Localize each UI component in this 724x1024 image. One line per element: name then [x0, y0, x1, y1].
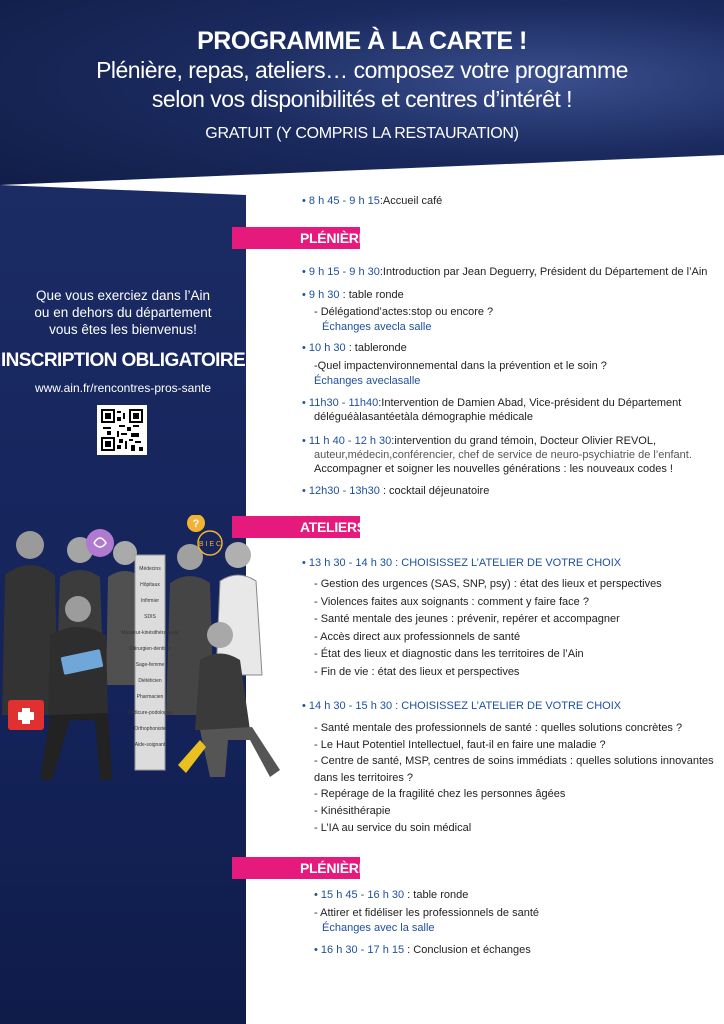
welcome-line-3: vous êtes les bienvenus!: [49, 322, 197, 337]
atelier-item: - Repérage de la fragilité chez les personnes âgées: [314, 788, 566, 801]
section-title: PLÉNIÈRE: [300, 230, 368, 246]
subtitle-line-1: Plénière, repas, ateliers… composez votre programme: [96, 57, 628, 83]
intro-row: • 9 h 15 - 9 h 30:Introduction par Jean Deguerry, Président du Département de l’Ain: [302, 266, 708, 278]
atelier-item: - Le Haut Potentiel Intellectuel, faut-il en faire une maladie ?: [314, 738, 606, 751]
lunch-row: • 12h30 - 13h30 : cocktail déjeunatoire: [302, 485, 490, 497]
revol-label: :intervention du grand témoin, Docteur Olivier REVOL,: [391, 435, 657, 447]
atelier-item: - Santé mentale des professionnels de santé : quelles solutions concrètes ?: [314, 722, 683, 734]
sign-item: Pédicure-podologue: [127, 710, 173, 716]
page-title: PROGRAMME À LA CARTE !: [197, 27, 527, 55]
revol-time: 11 h 40 - 12 h 30: [308, 435, 392, 447]
conclusion-time: 16 h 30 - 17 h 15: [320, 944, 405, 956]
revol-line-3: Accompagner et soigner les nouvelles générations : les nouveaux codes !: [314, 463, 673, 475]
intro-label: :Introduction par Jean Deguerry, Président du Département de l’Ain: [379, 266, 708, 278]
intro-time: 9 h 15 - 9 h 30: [308, 266, 380, 278]
table2-exchange: Échanges aveclasalle: [314, 375, 421, 387]
sign-item: Orthophoniste: [134, 726, 166, 732]
website-link[interactable]: www.ain.fr/rencontres-pros-sante: [34, 381, 212, 395]
table1-subject: - Délégationd’actes:stop ou encore ?: [314, 306, 494, 318]
abad-row: • 11h30 - 11h40:Intervention de Damien Abad, Vice-président du Département: [302, 397, 682, 409]
sign-item: Pharmacien: [136, 694, 164, 700]
table-ronde-1-row: • 9 h 30 : table ronde: [302, 289, 404, 301]
section-ateliers: [232, 516, 366, 538]
revol-row: • 11 h 40 - 12 h 30:intervention du grand témoin, Docteur Olivier REVOL,: [302, 435, 657, 447]
closing-table-row: • 15 h 45 - 16 h 30 : table ronde: [314, 889, 469, 901]
atelier-item: - Gestion des urgences (SAS, SNP, psy) : état des lieux et perspectives: [314, 578, 662, 590]
welcome-line-1: Que vous exerciez dans l’Ain: [35, 288, 211, 303]
sign-item: Sage-femme: [135, 662, 165, 668]
table-ronde-2-row: • 10 h 30 : tableronde: [302, 342, 407, 354]
session1-label: : CHOISISSEZ L’ATELIER DE VOTRE CHOIX: [395, 557, 622, 569]
sign-item: SDIS: [144, 614, 156, 620]
sign-item: Aide-soignant: [134, 742, 166, 748]
sign-item: Chirurgien-dentiste: [128, 646, 172, 652]
closing-table-time: 15 h 45 - 16 h 30: [320, 889, 405, 901]
welcome-line-2: ou en dehors du département: [34, 305, 212, 320]
atelier-item: - Santé mentale des jeunes : prévenir, repérer et accompagner: [314, 613, 620, 626]
section-pleniere-1: [232, 227, 368, 249]
atelier-item: - Fin de vie : état des lieux et perspectives: [314, 666, 520, 678]
session2-time: 14 h 30 - 15 h 30: [308, 700, 393, 712]
conclusion-label: : Conclusion et échanges: [407, 944, 531, 956]
table1-label: : table ronde: [342, 289, 404, 301]
subtitle-line-2: selon vos disponibilités et centres d’intérêt !: [151, 86, 573, 112]
session2-label: : CHOISISSEZ L’ATELIER DE VOTRE CHOIX: [395, 700, 622, 712]
abad-line-2: déléguéàlasantéetàla démographie médicale: [314, 411, 533, 423]
section-title: PLÉNIÈRE: [300, 860, 368, 876]
accueil-label: :Accueil café: [379, 195, 443, 207]
bubble-letters: B I E C: [198, 541, 222, 548]
sign-item: Infirmier: [140, 598, 160, 604]
atelier-item: - État des lieux et diagnostic dans les territoires de l’Ain: [314, 648, 584, 661]
section-title: ATELIERS: [300, 519, 366, 535]
session2-row: • 14 h 30 - 15 h 30 : CHOISISSEZ L’ATELIER DE VOTRE CHOIX: [302, 700, 622, 712]
sign-item: Diététicien: [138, 678, 162, 684]
sign-item: Masseur-kinésithérapeute: [121, 630, 179, 636]
sign-item: Médecins: [139, 566, 161, 572]
free-note: GRATUIT (Y COMPRIS LA RESTAURATION): [205, 125, 519, 142]
conclusion-row: • 16 h 30 - 17 h 15 : Conclusion et échanges: [314, 944, 531, 956]
closing-table-subject: - Attirer et fidéliser les professionnels de santé: [314, 907, 540, 919]
atelier-item: - Centre de santé, MSP, centres de soins immédiats : quelles solutions innovantes: [314, 755, 714, 768]
svg-text:?: ?: [192, 518, 200, 530]
lunch-time: 12h30 - 13h30: [308, 485, 380, 497]
table2-time: 10 h 30: [308, 342, 346, 354]
sign-item: Hôpitaux: [140, 582, 160, 588]
atelier-item: - Kinésithérapie: [314, 805, 391, 817]
revol-line-2: auteur,médecin,conférencier, chef de service de neuro-psychiatrie de l’enfant.: [314, 449, 692, 461]
table1-exchange: Échanges avecla salle: [322, 321, 432, 333]
accueil-row: • 8 h 45 - 9 h 15:Accueil café: [302, 195, 443, 207]
atelier-item: dans les territoires ?: [314, 771, 414, 784]
atelier-item: - L’IA au service du soin médical: [314, 821, 472, 834]
abad-time: 11h30 - 11h40: [308, 397, 379, 409]
closing-table-exchange: Échanges avec la salle: [322, 922, 435, 934]
atelier-item: - Accès direct aux professionnels de santé: [314, 630, 521, 643]
session1-row: • 13 h 30 - 14 h 30 : CHOISISSEZ L’ATELIER DE VOTRE CHOIX: [302, 557, 622, 569]
abad-label: :Intervention de Damien Abad, Vice-président du Département: [378, 397, 682, 409]
accueil-time: 8 h 45 - 9 h 15: [308, 195, 380, 207]
table2-subject: -Quel impactenvironnemental dans la prévention et le soin ?: [314, 360, 607, 372]
session1-time: 13 h 30 - 14 h 30: [308, 557, 393, 569]
inscription-title: INSCRIPTION OBLIGATOIRE: [0, 350, 246, 371]
lunch-label: : cocktail déjeunatoire: [382, 485, 490, 497]
table1-time: 9 h 30: [308, 289, 340, 301]
atelier-item: - Violences faites aux soignants : comment y faire face ?: [314, 595, 589, 608]
section-pleniere-2: [232, 857, 368, 879]
closing-table-label: : table ronde: [407, 889, 469, 901]
table2-label: : tableronde: [348, 342, 407, 354]
